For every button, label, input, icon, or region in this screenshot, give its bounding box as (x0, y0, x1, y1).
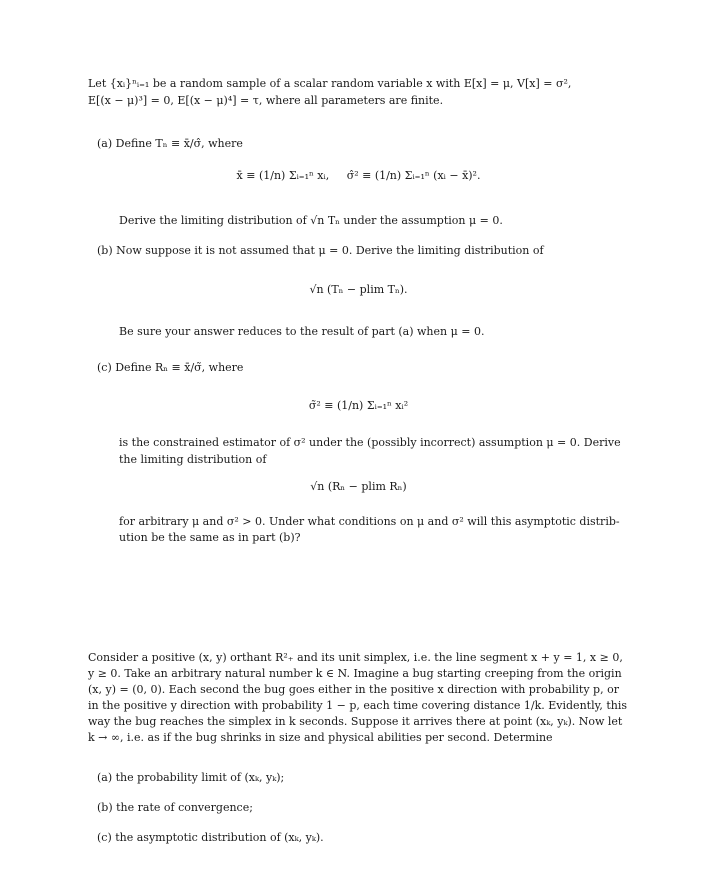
eq-sqrt-n-rn: √n (Rₙ − plim Rₙ) (310, 480, 407, 493)
part-c-label-text: (c) Define Rₙ ≡ x̄/σ̃, where (97, 361, 244, 374)
problem1-intro-line2 (88, 93, 660, 108)
problem2-line6-text: k → ∞, i.e. as if the bug shrinks in size and physical abilities per second. Determine (88, 731, 553, 744)
part-c-text1 (119, 435, 660, 450)
part-c-label (97, 360, 660, 375)
problem1-intro-line1 (88, 76, 660, 91)
part-a-derive (119, 213, 660, 228)
problem2-line5-text: way the bug reaches the simplex in k seconds. Suppose it arrives there at point (xₖ, yₖ). Now let (88, 715, 623, 728)
problem2-line1 (88, 650, 660, 665)
eq-sigma-tilde: σ̃² ≡ (1/n) Σᵢ₌₁ⁿ xᵢ² (308, 399, 409, 412)
problem1-intro-line1-text: Let {xᵢ}ⁿᵢ₌₁ be a random sample of a scalar random variable x with E[x] = μ, V[x] = σ², (88, 77, 572, 90)
problem2-item-c (97, 830, 660, 845)
problem2-line2 (88, 666, 660, 681)
part-c-text2-span: the limiting distribution of (119, 453, 267, 466)
problem2-item-c-text: (c) the asymptotic distribution of (xₖ, yₖ). (97, 831, 324, 844)
part-b-label (97, 243, 660, 258)
part-a-label-text: (a) Define Tₙ ≡ x̄/σ̂, where (97, 137, 243, 150)
part-c-text4 (119, 530, 660, 545)
part-c-text2 (119, 452, 660, 467)
part-c-text1-span: is the constrained estimator of σ² under the (possibly incorrect) assumption μ = 0. Derive (119, 436, 621, 449)
part-b-note-text: Be sure your answer reduces to the result of part (a) when μ = 0. (119, 325, 485, 338)
problem2-item-a-text: (a) the probability limit of (xₖ, yₖ); (97, 771, 285, 784)
problem2-line6 (88, 730, 660, 745)
problem2-item-b (97, 800, 660, 815)
problem2-line2-text: y ≥ 0. Take an arbitrary natural number k ∈ N. Imagine a bug starting creeping from the origin (88, 667, 622, 680)
part-c-equation2 (0, 479, 717, 494)
problem2-line3-text: (x, y) = (0, 0). Each second the bug goes either in the positive x direction with probability p, or (88, 683, 619, 696)
problem2-line1-text: Consider a positive (x, y) orthant R²₊ and its unit simplex, i.e. the line segment x + y = 1, x ≥ 0, (88, 651, 623, 664)
part-c-equation (0, 398, 717, 413)
eq-sigma-hat: σ̂² ≡ (1/n) Σᵢ₌₁ⁿ (xᵢ − x̄)². (346, 169, 481, 182)
part-c-text4-span: ution be the same as in part (b)? (119, 531, 301, 544)
eq-sqrt-n-tn: √n (Tₙ − plim Tₙ). (309, 283, 408, 296)
problem2-item-a (97, 770, 660, 785)
part-a-label (97, 136, 660, 151)
part-a-equations (0, 168, 717, 183)
problem2-line4-text: in the positive y direction with probability 1 − p, each time covering distance 1/k. Evidently, this (88, 699, 628, 712)
problem2-line3 (88, 682, 660, 697)
part-c-text3 (119, 514, 660, 529)
part-b-label-text: (b) Now suppose it is not assumed that μ = 0. Derive the limiting distribution of (97, 244, 544, 257)
problem1-intro-line2-text: E[(x − μ)³] = 0, E[(x − μ)⁴] = τ, where all parameters are finite. (88, 94, 444, 107)
problem2-line5 (88, 714, 660, 729)
problem2-line4 (88, 698, 660, 713)
part-b-note (119, 324, 660, 339)
problem2-item-b-text: (b) the rate of convergence; (97, 801, 253, 814)
part-c-text3-span: for arbitrary μ and σ² > 0. Under what conditions on μ and σ² will this asymptotic distrib- (119, 515, 620, 528)
part-a-derive-text: Derive the limiting distribution of √n Tₙ under the assumption μ = 0. (119, 214, 503, 227)
part-b-equation (0, 282, 717, 297)
eq-xbar: x̄ ≡ (1/n) Σᵢ₌₁ⁿ xᵢ, (236, 169, 330, 182)
